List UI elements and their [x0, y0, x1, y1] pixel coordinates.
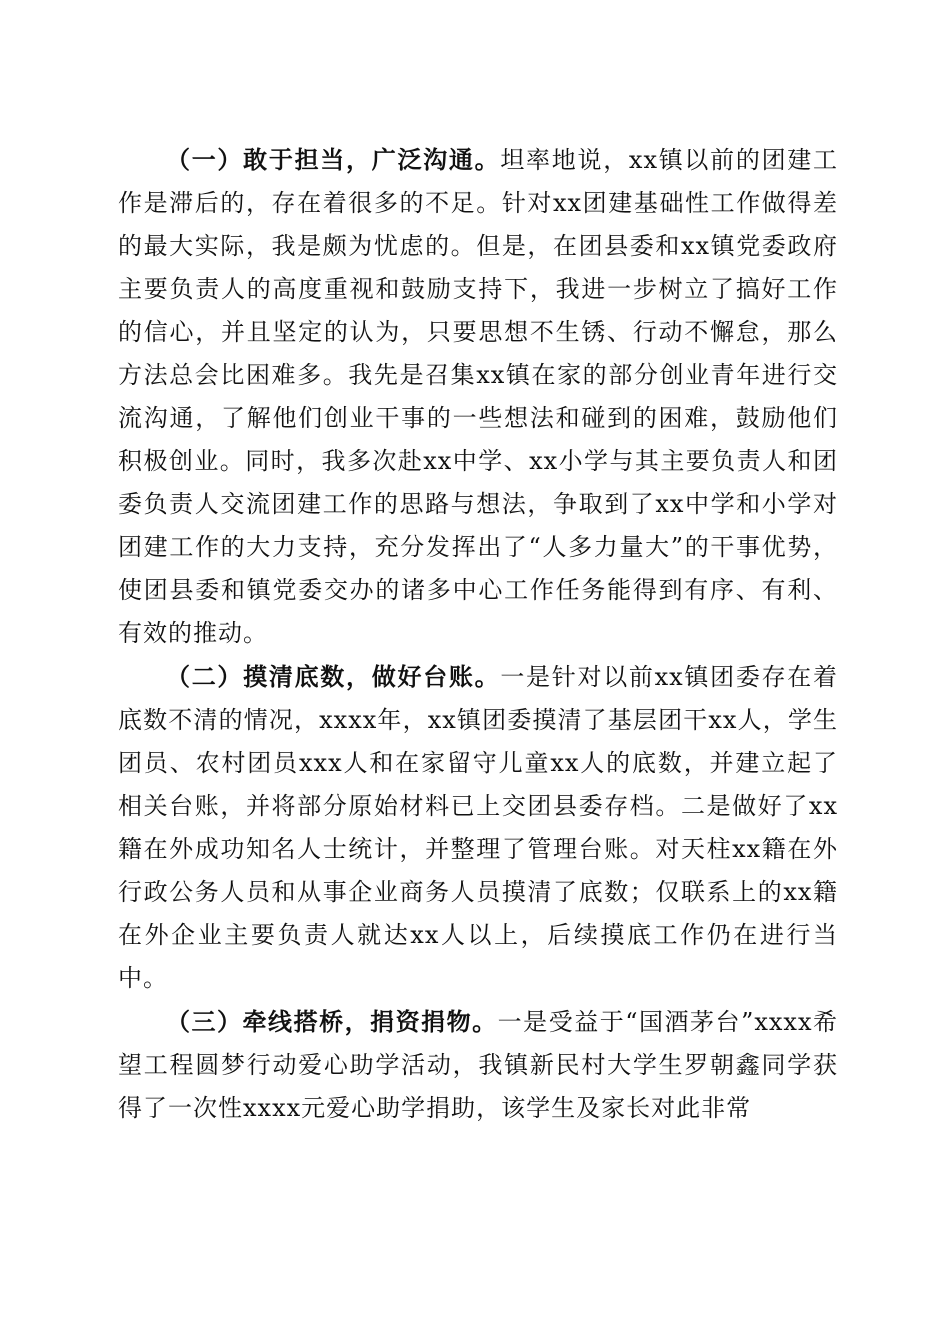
paragraph-3-heading: （三）牵线搭桥，捐资捐物。: [166, 1007, 498, 1036]
paragraph-2: [118, 655, 838, 1000]
paragraph-1-text: 坦率地说，xx镇以前的团建工作是滞后的，存在着很多的不足。针对xx团建基础性工作做得差的最大实际，我是颇为忧虑的。但是，在团县委和xx镇党委政府主要负责人的高度重视和鼓励支持下，我进一步树立了搞好工作的信心，并且坚定的认为，只要思想不生锈、行动不懈怠，那么方法总会比困难多。我先是召集xx镇在家的部分创业青年进行交流沟通，了解他们创业干事的一些想法和碰到的困难，鼓励他们积极创业。同时，我多次赴xx中学、xx小学与其主要负责人和团委负责人交流团建工作的思路与想法，争取到了xx中学和小学对团建工作的大力支持，充分发挥出了“人多力量大”的干事优势，使团县委和镇党委交办的诸多中心工作任务能得到有序、有利、有效的推动。: [118, 146, 839, 647]
paragraph-2-text: 一是针对以前xx镇团委存在着底数不清的情况，xxxx年，xx镇团委摸清了基层团干xx人，学生团员、农村团员xxx人和在家留守儿童xx人的底数，并建立起了相关台账，并将部分原始材料已上交团县委存档。二是做好了xx籍在外成功知名人士统计，并整理了管理台账。对天柱xx籍在外行政公务人员和从事企业商务人员摸清了底数；仅联系上的xx籍在外企业主要负责人就达xx人以上，后续摸底工作仍在进行当中。: [118, 663, 839, 992]
paragraph-1: [118, 138, 838, 655]
paragraph-3: [118, 1000, 838, 1130]
paragraph-2-heading: （二）摸清底数，做好台账。: [166, 662, 501, 691]
paragraph-3-text: 一是受益于“国酒茅台”xxxx希望工程圆梦行动爱心助学活动，我镇新民村大学生罗朝鑫同学获得了一次性xxxx元爱心助学捐助，该学生及家长对此非常: [118, 1008, 838, 1122]
document-body: [118, 138, 838, 1130]
paragraph-1-heading: （一）敢于担当，广泛沟通。: [166, 145, 501, 174]
